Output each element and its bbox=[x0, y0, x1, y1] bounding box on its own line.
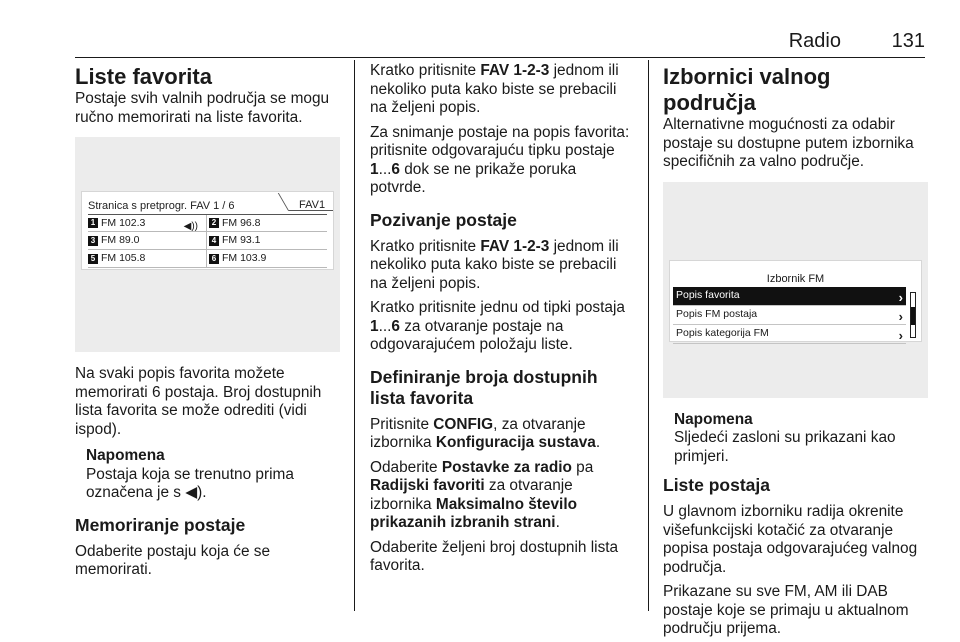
menu-scrollbar bbox=[910, 292, 916, 338]
intro-paragraph: Postaje svih valnih područja se mogu ručno memorirati na liste favorita. bbox=[75, 90, 330, 126]
note-text: Postaja koja se trenutno prima označena je s ◀). bbox=[86, 465, 294, 501]
preset-number-badge: 4 bbox=[209, 236, 219, 246]
paragraph: U glavnom izborniku radija okrenite višefunkcijski kotačić za otvaranje popisa postaja odgovarajućeg valnog područja. bbox=[663, 503, 918, 576]
chevron-right-icon: › bbox=[898, 327, 903, 343]
heading-pozivanje-postaje: Pozivanje postaje bbox=[370, 209, 517, 230]
favourites-display bbox=[81, 191, 334, 270]
paragraph: Odaberite željeni broj dostupnih lista favorita. bbox=[370, 538, 619, 574]
preset-number-badge: 2 bbox=[209, 218, 219, 228]
preset-number-badge: 5 bbox=[88, 254, 98, 264]
paragraph: Prikazane su sve FM, AM ili DAB postaje koje se primaju u aktualnom području prijema. bbox=[663, 583, 909, 637]
heading-liste-postaja: Liste postaja bbox=[663, 475, 770, 495]
note-title: Napomena bbox=[86, 447, 165, 464]
preset-station: FM 103.9 bbox=[222, 252, 267, 265]
column-divider bbox=[648, 60, 649, 611]
heading-izbornici-valnog-podrucja: Izbornici valnog područja bbox=[663, 64, 831, 115]
note bbox=[75, 447, 340, 503]
favourites-display-title: Stranica s pretprogr. FAV 1 / 6 FAV1 bbox=[82, 192, 333, 212]
preset-slot bbox=[88, 232, 206, 249]
preset-slot bbox=[88, 215, 206, 231]
paragraph: Odaberite Postavke za radio pa Radijski favoriti za otvaranje izbornika Maksimalno število prikazanih izbranih strani. bbox=[370, 458, 594, 531]
fm-menu-display bbox=[669, 260, 922, 342]
heading-definiranje-broja: Definiranje broja dostupnih lista favorita bbox=[370, 366, 598, 408]
speaker-icon: ◀) bbox=[185, 484, 203, 501]
column-1 bbox=[75, 62, 340, 580]
fm-menu-title: Izbornik FM bbox=[766, 272, 825, 285]
favourites-row bbox=[88, 214, 327, 232]
chevron-right-icon: › bbox=[898, 308, 903, 324]
favourites-row bbox=[88, 250, 327, 268]
page-number: 131 bbox=[891, 30, 925, 52]
column-2 bbox=[370, 62, 635, 576]
preset-station: FM 105.8 bbox=[101, 252, 146, 265]
fm-menu-screen-figure bbox=[663, 182, 928, 398]
preset-slot bbox=[206, 215, 327, 231]
favourites-grid bbox=[88, 214, 327, 268]
heading-liste-favorita: Liste favorita bbox=[75, 64, 212, 89]
paragraph: Za snimanje postaje na popis favorita: pritisnite odgovarajuću tipku postaje 1...6 dok se ne prikaže poruka potvrde. bbox=[370, 123, 630, 196]
note-title: Napomena bbox=[674, 410, 753, 428]
note bbox=[663, 411, 928, 467]
preset-number-badge: 1 bbox=[88, 218, 98, 228]
preset-station: FM 93.1 bbox=[222, 234, 261, 247]
menu-item-popis-fm-postaja[interactable]: Popis FM postaja › bbox=[673, 306, 906, 325]
preset-station: FM 89.0 bbox=[101, 234, 140, 247]
menu-item-popis-kategorija-fm[interactable]: Popis kategorija FM › bbox=[673, 325, 906, 344]
preset-number-badge: 3 bbox=[88, 236, 98, 246]
menu-item-popis-favorita[interactable]: Popis favorita › bbox=[673, 287, 906, 306]
preset-station: FM 96.8 bbox=[222, 216, 261, 229]
paragraph: Odaberite postaju koja će se memorirati. bbox=[75, 542, 271, 578]
preset-slot bbox=[88, 250, 206, 267]
paragraph: Na svaki popis favorita možete memorirati 6 postaja. Broj dostupnih lista favorita se može odrediti (vidi ispod). bbox=[75, 365, 322, 438]
paragraph: Kratko pritisnite jednu od tipki postaja 1...6 za otvaranje postaje na odgovarajućem položaju liste. bbox=[370, 299, 625, 353]
heading-memoriranje-postaje: Memoriranje postaje bbox=[75, 514, 246, 535]
column-divider bbox=[354, 60, 355, 611]
paragraph: Kratko pritisnite FAV 1-2-3 jednom ili nekoliko puta kako biste se prebacili na željeni popis. bbox=[370, 237, 619, 292]
header-rule bbox=[75, 57, 925, 58]
column-3 bbox=[663, 62, 928, 639]
favourites-screen-figure bbox=[75, 137, 340, 352]
preset-number-badge: 6 bbox=[209, 254, 219, 264]
favourites-row bbox=[88, 232, 327, 250]
intro-paragraph: Alternativne mogućnosti za odabir postaje su dostupne putem izbornika specifičnih za valno područje. bbox=[663, 116, 914, 170]
chevron-right-icon: › bbox=[898, 289, 903, 305]
paragraph: Kratko pritisnite FAV 1-2-3 jednom ili nekoliko puta kako biste se prebacili na željeni popis. bbox=[370, 62, 619, 116]
speaker-icon: ◀)) bbox=[183, 221, 198, 232]
page-header bbox=[75, 30, 925, 56]
preset-station: FM 102.3 bbox=[101, 216, 146, 229]
preset-slot bbox=[206, 250, 327, 267]
fav-tab: FAV1 bbox=[289, 192, 333, 211]
paragraph: Pritisnite CONFIG, za otvaranje izbornika Konfiguracija sustava. bbox=[370, 415, 601, 451]
scrollbar-thumb bbox=[911, 307, 915, 325]
note-text: Sljedeći zasloni su prikazani kao primjeri. bbox=[674, 429, 896, 465]
preset-slot bbox=[206, 232, 327, 249]
section-title: Radio bbox=[788, 30, 841, 52]
